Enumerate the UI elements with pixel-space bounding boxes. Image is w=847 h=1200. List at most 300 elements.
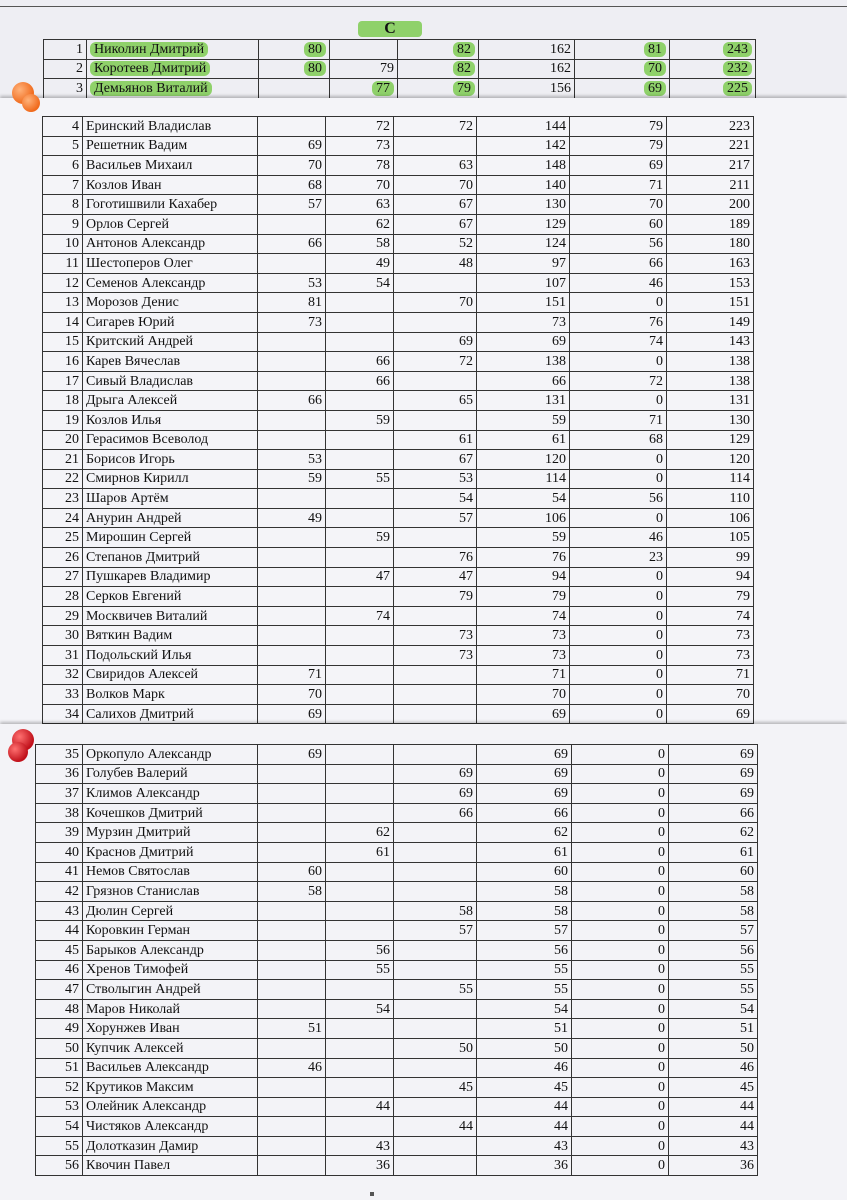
name-text: Голубев Валерий — [86, 766, 188, 782]
score-4-text: 0 — [658, 746, 665, 762]
score-3-text: 57 — [459, 510, 473, 526]
name-text: Антонов Александр — [86, 236, 206, 252]
score-3-cell — [394, 901, 477, 921]
score-4-cell — [570, 352, 667, 372]
name-text: Подольский Илья — [86, 647, 192, 663]
score-1-cell — [258, 784, 326, 804]
total-text: 149 — [729, 314, 750, 330]
score-4-cell — [570, 312, 667, 332]
score-4-cell — [570, 391, 667, 411]
sum-cell — [477, 882, 572, 902]
total-text: 138 — [729, 353, 750, 369]
total-cell — [667, 704, 754, 724]
total-cell — [667, 371, 754, 391]
score-2-text: 66 — [376, 353, 390, 369]
name-cell — [83, 1078, 258, 1098]
score-2-cell — [326, 567, 394, 587]
total-text: 69 — [740, 746, 754, 762]
name-cell — [83, 764, 258, 784]
sum-text: 120 — [545, 451, 566, 467]
score-2-cell — [326, 450, 394, 470]
score-2-cell — [326, 214, 394, 234]
score-1-text: 68 — [308, 177, 322, 193]
table-row — [36, 882, 758, 902]
sum-text: 130 — [545, 197, 566, 213]
score-2-cell — [326, 704, 394, 724]
rank-cell — [43, 606, 83, 626]
score-2-cell — [326, 528, 394, 548]
rank-cell — [43, 489, 83, 509]
total-cell — [667, 430, 754, 450]
score-3-cell — [394, 784, 477, 804]
table-row — [36, 784, 758, 804]
name-cell — [83, 273, 258, 293]
score-4-text: 0 — [658, 942, 665, 958]
score-4-cell — [570, 469, 667, 489]
total-text: 114 — [729, 471, 750, 487]
table-row — [43, 528, 754, 548]
sum-text: 44 — [554, 1119, 568, 1135]
score-2-cell — [326, 823, 394, 843]
table-row — [43, 293, 754, 313]
score-2-text: 74 — [376, 608, 390, 624]
score-4-text: 0 — [656, 510, 663, 526]
score-3-cell — [394, 842, 477, 862]
score-1-cell — [258, 1078, 326, 1098]
score-3-text: 79 — [453, 81, 475, 96]
name-text: Сигарев Юрий — [86, 314, 175, 330]
score-1-text: 66 — [308, 236, 322, 252]
name-cell — [83, 293, 258, 313]
total-cell — [669, 745, 758, 765]
sum-text: 70 — [552, 687, 566, 703]
total-text: 55 — [740, 981, 754, 997]
score-2-cell — [326, 901, 394, 921]
score-4-text: 79 — [649, 118, 663, 134]
score-3-cell — [394, 862, 477, 882]
rank-cell — [43, 312, 83, 332]
sum-cell — [477, 1078, 572, 1098]
table-row — [44, 59, 756, 79]
results-table-bottom — [35, 744, 758, 1176]
name-cell — [83, 1038, 258, 1058]
name-cell — [83, 234, 258, 254]
score-1-cell — [258, 646, 326, 666]
rank-text: 11 — [65, 255, 79, 271]
table-row — [43, 214, 754, 234]
score-4-cell — [570, 489, 667, 509]
name-cell — [83, 214, 258, 234]
score-3-cell — [394, 1058, 477, 1078]
score-1-cell — [258, 842, 326, 862]
total-text: 105 — [729, 530, 750, 546]
sum-text: 156 — [550, 80, 571, 96]
table-row — [43, 646, 754, 666]
score-4-cell — [572, 784, 669, 804]
score-2-cell — [326, 1136, 394, 1156]
score-2-cell — [326, 469, 394, 489]
sum-cell — [477, 450, 570, 470]
name-text: Маров Николай — [86, 1001, 180, 1017]
score-4-cell — [570, 254, 667, 274]
score-4-text: 0 — [656, 589, 663, 605]
name-text: Морозов Денис — [86, 295, 179, 311]
score-4-text: 0 — [658, 1158, 665, 1174]
rank-cell — [43, 567, 83, 587]
score-1-cell — [258, 1136, 326, 1156]
sum-text: 50 — [554, 1040, 568, 1056]
sum-text: 142 — [545, 138, 566, 154]
score-3-cell — [398, 59, 479, 79]
name-cell — [83, 508, 258, 528]
score-2-cell — [326, 685, 394, 705]
score-4-text: 72 — [649, 373, 663, 389]
rank-text: 9 — [72, 216, 79, 232]
score-4-text: 0 — [658, 825, 665, 841]
rank-text: 41 — [65, 864, 79, 880]
name-text: Краснов Дмитрий — [86, 844, 194, 860]
sum-cell — [477, 784, 572, 804]
sum-text: 107 — [545, 275, 566, 291]
name-cell — [83, 430, 258, 450]
sum-text: 69 — [554, 766, 568, 782]
score-3-text: 52 — [459, 236, 473, 252]
score-2-cell — [326, 1078, 394, 1098]
rank-text: 24 — [65, 510, 79, 526]
score-1-text: 71 — [308, 667, 322, 683]
sum-text: 61 — [554, 844, 568, 860]
rank-text: 34 — [65, 706, 79, 722]
score-2-cell — [326, 960, 394, 980]
total-cell — [667, 391, 754, 411]
score-2-cell — [326, 882, 394, 902]
score-1-cell — [258, 450, 326, 470]
sum-text: 76 — [552, 549, 566, 565]
score-1-text: 53 — [308, 451, 322, 467]
total-text: 73 — [736, 628, 750, 644]
name-text: Долотказин Дамир — [86, 1138, 199, 1154]
score-2-cell — [326, 234, 394, 254]
score-2-cell — [326, 1117, 394, 1137]
table-row — [43, 665, 754, 685]
total-text: 69 — [736, 706, 750, 722]
total-cell — [667, 508, 754, 528]
total-cell — [667, 214, 754, 234]
name-text: Васильев Михаил — [86, 157, 193, 173]
rank-text: 6 — [72, 157, 79, 173]
score-3-cell — [394, 293, 477, 313]
score-4-cell — [572, 803, 669, 823]
sum-cell — [477, 1038, 572, 1058]
score-2-cell — [326, 646, 394, 666]
score-4-cell — [570, 626, 667, 646]
score-3-cell — [394, 685, 477, 705]
rank-text: 32 — [65, 667, 79, 683]
score-3-cell — [398, 79, 479, 99]
score-3-text: 79 — [459, 589, 473, 605]
total-text: 62 — [740, 825, 754, 841]
score-2-cell — [330, 79, 398, 99]
rank-cell — [44, 40, 87, 60]
total-cell — [667, 175, 754, 195]
score-3-text: 57 — [459, 923, 473, 939]
sum-cell — [477, 1058, 572, 1078]
rank-text: 42 — [65, 883, 79, 899]
name-text: Грязнов Станислав — [86, 883, 200, 899]
score-2-cell — [326, 626, 394, 646]
total-text: 36 — [740, 1158, 754, 1174]
name-text: Козлов Иван — [86, 177, 162, 193]
sum-cell — [477, 234, 570, 254]
total-cell — [669, 803, 758, 823]
name-cell — [83, 665, 258, 685]
total-cell — [667, 626, 754, 646]
sum-text: 148 — [545, 157, 566, 173]
score-4-cell — [570, 410, 667, 430]
rank-cell — [36, 1117, 83, 1137]
table-row — [43, 273, 754, 293]
rank-cell — [43, 704, 83, 724]
rank-text: 23 — [65, 491, 79, 507]
score-2-cell — [326, 332, 394, 352]
score-1-cell — [258, 803, 326, 823]
table-row — [36, 842, 758, 862]
name-cell — [87, 59, 259, 79]
score-1-cell — [258, 980, 326, 1000]
score-2-text: 70 — [376, 177, 390, 193]
table-row — [36, 1117, 758, 1137]
total-text: 51 — [740, 1021, 754, 1037]
score-1-cell — [258, 862, 326, 882]
score-3-cell — [394, 528, 477, 548]
name-text: Стволыгин Андрей — [86, 981, 201, 997]
score-4-cell — [572, 1038, 669, 1058]
total-text: 60 — [740, 864, 754, 880]
total-text: 66 — [740, 805, 754, 821]
score-4-cell — [570, 587, 667, 607]
score-4-cell — [570, 508, 667, 528]
name-cell — [83, 626, 258, 646]
name-cell — [83, 548, 258, 568]
score-4-text: 81 — [644, 42, 666, 57]
score-1-text: 46 — [308, 1060, 322, 1076]
score-3-cell — [394, 823, 477, 843]
name-cell — [83, 1117, 258, 1137]
score-2-cell — [326, 1058, 394, 1078]
name-text: Решетник Вадим — [86, 138, 188, 154]
red-pushpin-icon — [8, 742, 28, 762]
results-sheet-bottom — [0, 724, 847, 1200]
table-row — [43, 450, 754, 470]
score-4-cell — [570, 606, 667, 626]
rank-cell — [43, 371, 83, 391]
rank-cell — [43, 469, 83, 489]
rank-text: 7 — [72, 177, 79, 193]
total-cell — [670, 59, 756, 79]
table-row — [43, 312, 754, 332]
table-row — [43, 117, 754, 137]
table-row — [43, 469, 754, 489]
sum-text: 144 — [545, 118, 566, 134]
rank-text: 16 — [65, 353, 79, 369]
sum-text: 138 — [545, 353, 566, 369]
total-cell — [667, 293, 754, 313]
total-cell — [669, 784, 758, 804]
table-row — [43, 332, 754, 352]
score-4-text: 46 — [649, 530, 663, 546]
sum-text: 54 — [554, 1001, 568, 1017]
table-row — [36, 862, 758, 882]
score-4-text: 69 — [644, 81, 666, 96]
sum-cell — [477, 136, 570, 156]
score-3-cell — [394, 1117, 477, 1137]
score-1-cell — [258, 293, 326, 313]
total-text: 70 — [736, 687, 750, 703]
score-3-text: 63 — [459, 157, 473, 173]
total-cell — [669, 1058, 758, 1078]
sum-text: 69 — [552, 334, 566, 350]
score-4-cell — [572, 1156, 669, 1176]
score-4-text: 0 — [658, 981, 665, 997]
rank-cell — [36, 823, 83, 843]
score-3-text: 45 — [459, 1079, 473, 1095]
sum-cell — [477, 587, 570, 607]
rank-cell — [36, 1019, 83, 1039]
table-row — [43, 234, 754, 254]
score-3-cell — [394, 136, 477, 156]
score-3-cell — [394, 508, 477, 528]
score-3-text: 47 — [459, 569, 473, 585]
total-text: 163 — [729, 255, 750, 271]
score-2-cell — [330, 59, 398, 79]
sum-text: 43 — [554, 1138, 568, 1154]
score-1-cell — [258, 665, 326, 685]
score-3-cell — [394, 117, 477, 137]
sum-text: 58 — [554, 883, 568, 899]
name-cell — [83, 156, 258, 176]
score-4-text: 0 — [658, 903, 665, 919]
score-4-cell — [572, 1117, 669, 1137]
score-3-cell — [394, 646, 477, 666]
score-3-cell — [394, 352, 477, 372]
score-4-cell — [570, 332, 667, 352]
rank-cell — [44, 59, 87, 79]
name-cell — [83, 469, 258, 489]
total-cell — [667, 685, 754, 705]
score-3-cell — [394, 1078, 477, 1098]
score-2-text: 61 — [376, 844, 390, 860]
score-3-cell — [394, 764, 477, 784]
table-row — [36, 823, 758, 843]
score-1-text: 59 — [308, 471, 322, 487]
rank-text: 49 — [65, 1021, 79, 1037]
table-row — [43, 508, 754, 528]
table-row — [36, 1156, 758, 1176]
total-text: 58 — [740, 903, 754, 919]
sum-text: 71 — [552, 667, 566, 683]
name-text: Салихов Дмитрий — [86, 706, 194, 722]
name-text: Шаров Артём — [86, 491, 169, 507]
score-2-text: 62 — [376, 216, 390, 232]
score-4-cell — [570, 273, 667, 293]
name-cell — [83, 901, 258, 921]
score-1-cell — [258, 469, 326, 489]
total-text: 69 — [740, 766, 754, 782]
rank-text: 18 — [65, 393, 79, 409]
score-3-cell — [394, 704, 477, 724]
score-1-text: 57 — [308, 197, 322, 213]
sum-cell — [477, 606, 570, 626]
score-4-text: 0 — [658, 1040, 665, 1056]
score-3-cell — [394, 469, 477, 489]
score-3-cell — [394, 882, 477, 902]
table-row — [44, 40, 756, 60]
total-text: 225 — [723, 81, 752, 96]
total-text: 79 — [736, 589, 750, 605]
score-4-cell — [572, 842, 669, 862]
total-text: 71 — [736, 667, 750, 683]
score-3-text: 44 — [459, 1119, 473, 1135]
total-cell — [669, 999, 758, 1019]
score-4-cell — [572, 1058, 669, 1078]
total-cell — [667, 548, 754, 568]
total-text: 44 — [740, 1119, 754, 1135]
name-text: Коровкин Герман — [86, 923, 191, 939]
total-text: 73 — [736, 647, 750, 663]
score-2-cell — [326, 371, 394, 391]
name-cell — [83, 117, 258, 137]
sum-text: 58 — [554, 903, 568, 919]
name-text: Барыков Александр — [86, 942, 204, 958]
score-1-cell — [258, 960, 326, 980]
table-row — [36, 1058, 758, 1078]
score-3-cell — [394, 1019, 477, 1039]
rank-cell — [43, 273, 83, 293]
score-4-text: 60 — [649, 216, 663, 232]
table-row — [36, 940, 758, 960]
sum-text: 69 — [552, 706, 566, 722]
sum-cell — [477, 980, 572, 1000]
rank-cell — [43, 685, 83, 705]
total-text: 120 — [729, 451, 750, 467]
rank-text: 15 — [65, 334, 79, 350]
rank-cell — [36, 764, 83, 784]
total-cell — [669, 1097, 758, 1117]
sum-text: 124 — [545, 236, 566, 252]
score-1-text: 80 — [304, 61, 326, 76]
sum-cell — [477, 646, 570, 666]
sum-cell — [477, 391, 570, 411]
score-2-cell — [326, 803, 394, 823]
sum-cell — [477, 175, 570, 195]
sum-text: 73 — [552, 647, 566, 663]
name-text: Мирошин Сергей — [86, 530, 192, 546]
score-3-text: 58 — [459, 903, 473, 919]
sum-cell — [477, 214, 570, 234]
total-text: 223 — [729, 118, 750, 134]
table-row — [43, 175, 754, 195]
table-row — [43, 195, 754, 215]
rank-text: 53 — [65, 1099, 79, 1115]
score-4-text: 0 — [656, 569, 663, 585]
rank-text: 5 — [72, 138, 79, 154]
score-2-text: 72 — [376, 118, 390, 134]
score-4-text: 0 — [656, 393, 663, 409]
name-cell — [83, 371, 258, 391]
total-text: 50 — [740, 1040, 754, 1056]
sum-text: 162 — [550, 61, 571, 77]
score-1-text: 70 — [308, 157, 322, 173]
